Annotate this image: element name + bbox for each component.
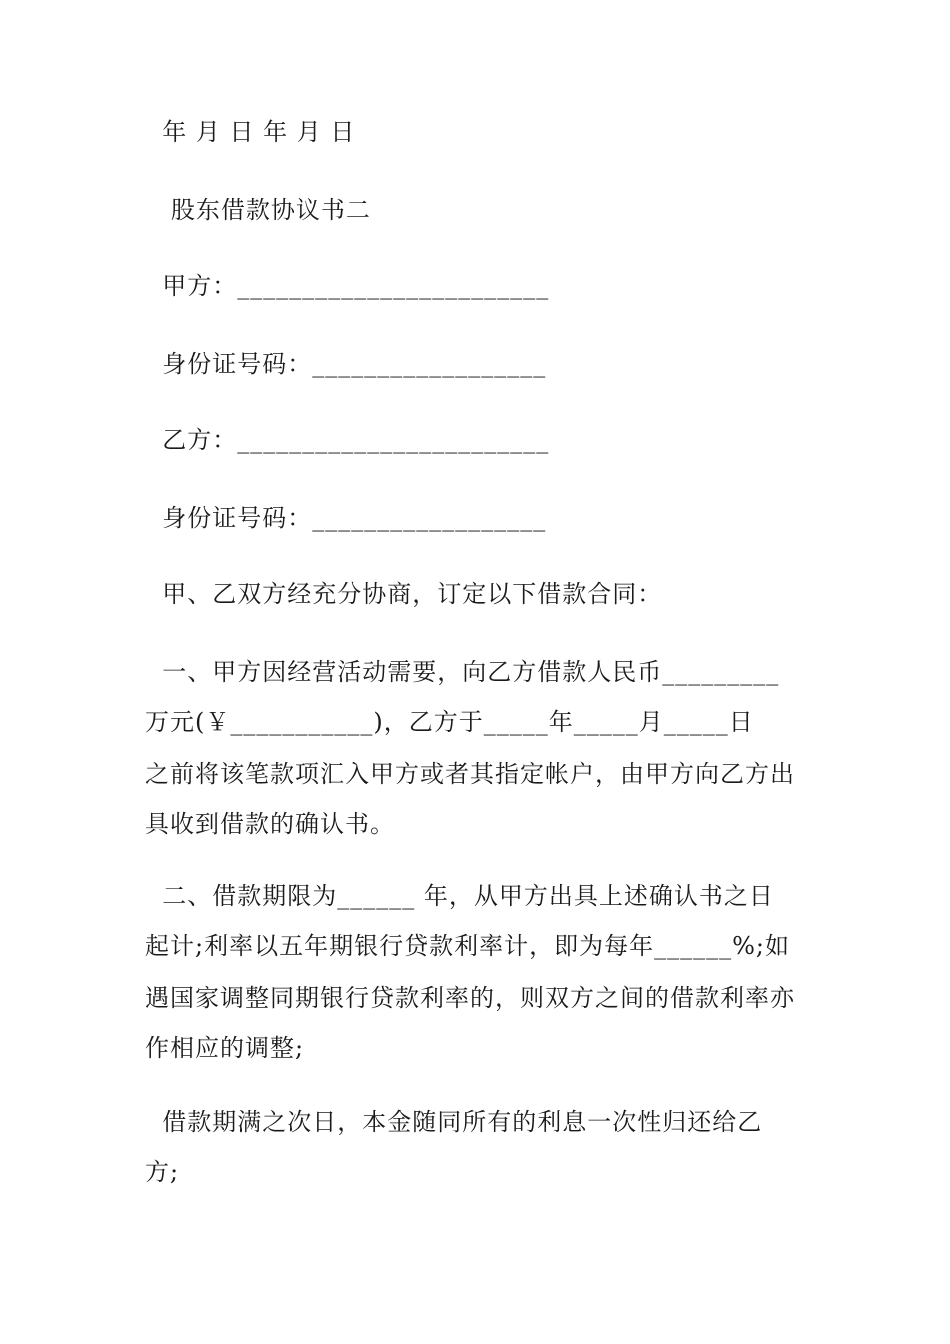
clause-1-line-2: 万元(￥___________)，乙方于_____年_____月_____日 <box>145 708 754 736</box>
document-title: 股东借款协议书二 <box>145 196 371 224</box>
agreement-intro: 甲、乙双方经充分协商，订定以下借款合同： <box>145 580 663 608</box>
clause-2-line-2: 起计;利率以五年期银行贷款利率计，即为每年______%;如 <box>145 932 790 960</box>
party-a-line: 甲方：________________________ <box>145 272 550 300</box>
clause-2-line-1: 二、借款期限为______ 年，从甲方出具上述确认书之日 <box>145 882 774 910</box>
party-a-id-line: 身份证号码：__________________ <box>145 350 547 378</box>
clause-1-line-4: 具收到借款的确认书。 <box>145 810 395 838</box>
date-line: 年 月 日 年 月 日 <box>145 118 356 146</box>
party-b-line: 乙方：________________________ <box>145 426 550 454</box>
repayment-line-2: 方; <box>145 1158 180 1186</box>
clause-2-line-4: 作相应的调整; <box>145 1034 305 1062</box>
party-b-id-line: 身份证号码：__________________ <box>145 504 547 532</box>
clause-1-line-3: 之前将该笔款项汇入甲方或者其指定帐户，由甲方向乙方出 <box>145 760 795 788</box>
clause-2-line-3: 遇国家调整同期银行贷款利率的，则双方之间的借款利率亦 <box>145 984 795 1012</box>
clause-1-line-1: 一、甲方因经营活动需要，向乙方借款人民币_________ <box>145 658 780 686</box>
repayment-line-1: 借款期满之次日，本金随同所有的利息一次性归还给乙 <box>145 1108 763 1136</box>
